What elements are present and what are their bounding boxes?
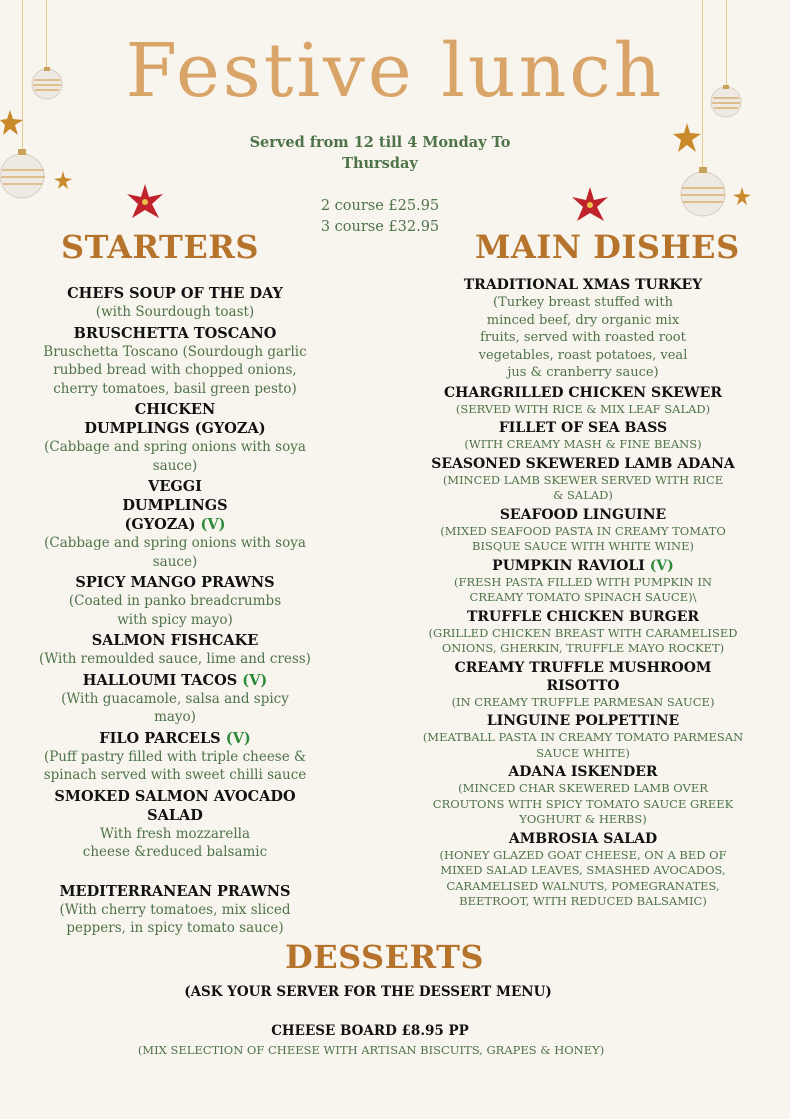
page-title: Festive lunch bbox=[125, 28, 665, 114]
item-desc: (MINCED LAMB SKEWER SERVED WITH RICE & SALAD) bbox=[442, 472, 724, 502]
menu-item bbox=[30, 729, 320, 785]
item-name bbox=[30, 729, 320, 748]
menu-item bbox=[30, 324, 320, 399]
item-name: AMBROSIA SALAD bbox=[508, 830, 658, 847]
item-desc: Bruschetta Toscano (Sourdough garlic rubbed bread with chopped onions, cherry tomatoes, basil green pesto) bbox=[43, 343, 307, 397]
item-name: LINGUINE POLPETTINE bbox=[486, 713, 680, 729]
veg-badge: (V) bbox=[242, 671, 268, 689]
item-desc: (Cabbage and spring onions with soya sauce) bbox=[44, 535, 306, 570]
item-name: FILLET OF SEA BASS bbox=[498, 420, 668, 436]
starters-list bbox=[30, 282, 320, 938]
desserts-note: (ASK YOUR SERVER FOR THE DESSERT MENU) bbox=[184, 984, 552, 1000]
star-icon bbox=[672, 122, 702, 154]
menu-item bbox=[420, 506, 746, 555]
item-name: TRADITIONAL XMAS TURKEY bbox=[463, 277, 703, 293]
desserts-heading: DESSERTS bbox=[285, 938, 484, 976]
item-name: SALMON FISHCAKE bbox=[91, 632, 259, 649]
item-name bbox=[30, 477, 320, 534]
item-name-text: PUMPKIN RAVIOLI bbox=[492, 557, 645, 574]
menu-item bbox=[30, 477, 320, 571]
menu-item bbox=[30, 671, 320, 727]
starters-heading: STARTERS bbox=[61, 228, 259, 266]
served-line-1: Served from 12 till 4 Monday To bbox=[249, 134, 511, 151]
menu-item bbox=[420, 455, 746, 504]
item-desc: (SERVED WITH RICE & MIX LEAF SALAD) bbox=[455, 401, 711, 416]
item-desc: (With remoulded sauce, lime and cress) bbox=[39, 651, 311, 667]
item-name: CHARGRILLED CHICKEN SKEWER bbox=[444, 384, 722, 401]
cheese-board-name: CHEESE BOARD £8.95 PP bbox=[271, 1023, 469, 1039]
item-name: TRUFFLE CHICKEN BURGER bbox=[466, 608, 700, 625]
item-desc: (with Sourdough toast) bbox=[95, 304, 255, 320]
item-desc: (Puff pastry filled with triple cheese & spinach served with sweet chilli sauce bbox=[43, 748, 307, 783]
item-desc: With fresh mozzarella cheese &reduced balsamic bbox=[82, 825, 268, 860]
bauble-icon bbox=[0, 148, 48, 200]
menu-item bbox=[30, 787, 320, 862]
star-icon bbox=[732, 186, 752, 206]
item-desc: (FRESH PASTA FILLED WITH PUMPKIN IN CREAMY TOMATO SPINACH SAUCE)\ bbox=[454, 574, 712, 604]
item-name: CHEFS SOUP OF THE DAY bbox=[67, 285, 283, 302]
course-prices bbox=[280, 196, 480, 238]
veg-badge: (V) bbox=[200, 516, 226, 533]
item-name bbox=[420, 557, 746, 575]
bauble-icon bbox=[679, 166, 727, 218]
item-name-text: HALLOUMI TACOS bbox=[82, 671, 238, 689]
item-name: MEDITERRANEAN PRAWNS bbox=[59, 882, 291, 900]
item-name-text: FILO PARCELS bbox=[99, 729, 221, 747]
menu-item bbox=[420, 276, 746, 382]
star-icon bbox=[53, 170, 73, 190]
menu-item bbox=[420, 608, 746, 657]
menu-item bbox=[420, 830, 746, 910]
menu-item bbox=[420, 763, 746, 828]
item-name: SMOKED SALMON AVOCADO SALAD bbox=[54, 787, 296, 824]
menu-item bbox=[30, 573, 320, 629]
item-name: ADANA ISKENDER bbox=[508, 764, 658, 780]
item-desc: (Cabbage and spring onions with soya sauce) bbox=[44, 439, 306, 474]
item-desc: (WITH CREAMY MASH & FINE BEANS) bbox=[464, 437, 702, 451]
item-desc: (IN CREAMY TRUFFLE PARMESAN SAUCE) bbox=[451, 694, 715, 709]
mains-heading: MAIN DISHES bbox=[475, 228, 740, 266]
poinsettia-icon bbox=[571, 187, 609, 223]
menu-item bbox=[30, 284, 320, 322]
item-name: SPICY MANGO PRAWNS bbox=[75, 574, 275, 591]
veg-badge: (V) bbox=[225, 729, 251, 747]
menu-item bbox=[30, 882, 320, 938]
menu-item bbox=[30, 631, 320, 669]
item-name bbox=[30, 671, 320, 690]
cheese-board-desc: (MIX SELECTION OF CHEESE WITH ARTISAN BISCUITS, GRAPES & HONEY) bbox=[137, 1043, 605, 1057]
menu-item bbox=[420, 659, 746, 711]
menu-item bbox=[420, 712, 746, 761]
item-desc: (GRILLED CHICKEN BREAST WITH CARAMELISED ONIONS, GHERKIN, TRUFFLE MAYO ROCKET) bbox=[428, 625, 738, 655]
item-name: SEASONED SKEWERED LAMB ADANA bbox=[431, 455, 735, 472]
poinsettia-icon bbox=[126, 184, 164, 220]
served-line-2: Thursday bbox=[342, 155, 418, 172]
veg-badge: (V) bbox=[649, 557, 674, 574]
item-name: CREAMY TRUFFLE MUSHROOM RISOTTO bbox=[454, 659, 712, 694]
item-desc: (Turkey breast stuffed with minced beef, dry organic mix fruits, served with roasted root vegetables, roast potatoes, veal jus & cranberry sauce) bbox=[478, 295, 688, 380]
price-three-course: 3 course £32.95 bbox=[320, 219, 440, 235]
menu-item bbox=[420, 557, 746, 606]
price-two-course: 2 course £25.95 bbox=[320, 198, 440, 214]
item-desc: (Coated in panko breadcrumbs with spicy mayo) bbox=[68, 593, 282, 628]
item-desc: (MINCED CHAR SKEWERED LAMB OVER CROUTONS WITH SPICY TOMATO SAUCE GREEK YOGHURT & HERBS) bbox=[432, 781, 734, 826]
item-desc: (With cherry tomatoes, mix sliced peppers, in spicy tomato sauce) bbox=[59, 901, 291, 936]
item-name: CHICKEN DUMPLINGS (GYOZA) bbox=[84, 401, 266, 437]
mains-list bbox=[420, 274, 746, 910]
item-name: SEAFOOD LINGUINE bbox=[499, 506, 667, 523]
item-desc: (MEATBALL PASTA IN CREAMY TOMATO PARMESAN SAUCE WHITE) bbox=[422, 730, 744, 760]
menu-item bbox=[30, 400, 320, 475]
item-name-text: VEGGI DUMPLINGS (GYOZA) bbox=[122, 478, 228, 533]
menu-item bbox=[420, 419, 746, 453]
item-desc: (With guacamole, salsa and spicy mayo) bbox=[61, 690, 289, 725]
item-name: BRUSCHETTA TOSCANO bbox=[73, 324, 277, 342]
served-times bbox=[240, 132, 520, 174]
item-desc: (HONEY GLAZED GOAT CHEESE, ON A BED OF MIXED SALAD LEAVES, SMASHED AVOCADOS, CARAMELISED WALNUTS, POMEGRANATES, BEETROOT, WITH REDUCED BALSAMIC) bbox=[439, 847, 727, 908]
item-desc: (MIXED SEAFOOD PASTA IN CREAMY TOMATO BISQUE SAUCE WITH WHITE WINE) bbox=[440, 523, 726, 553]
menu-item bbox=[420, 384, 746, 418]
